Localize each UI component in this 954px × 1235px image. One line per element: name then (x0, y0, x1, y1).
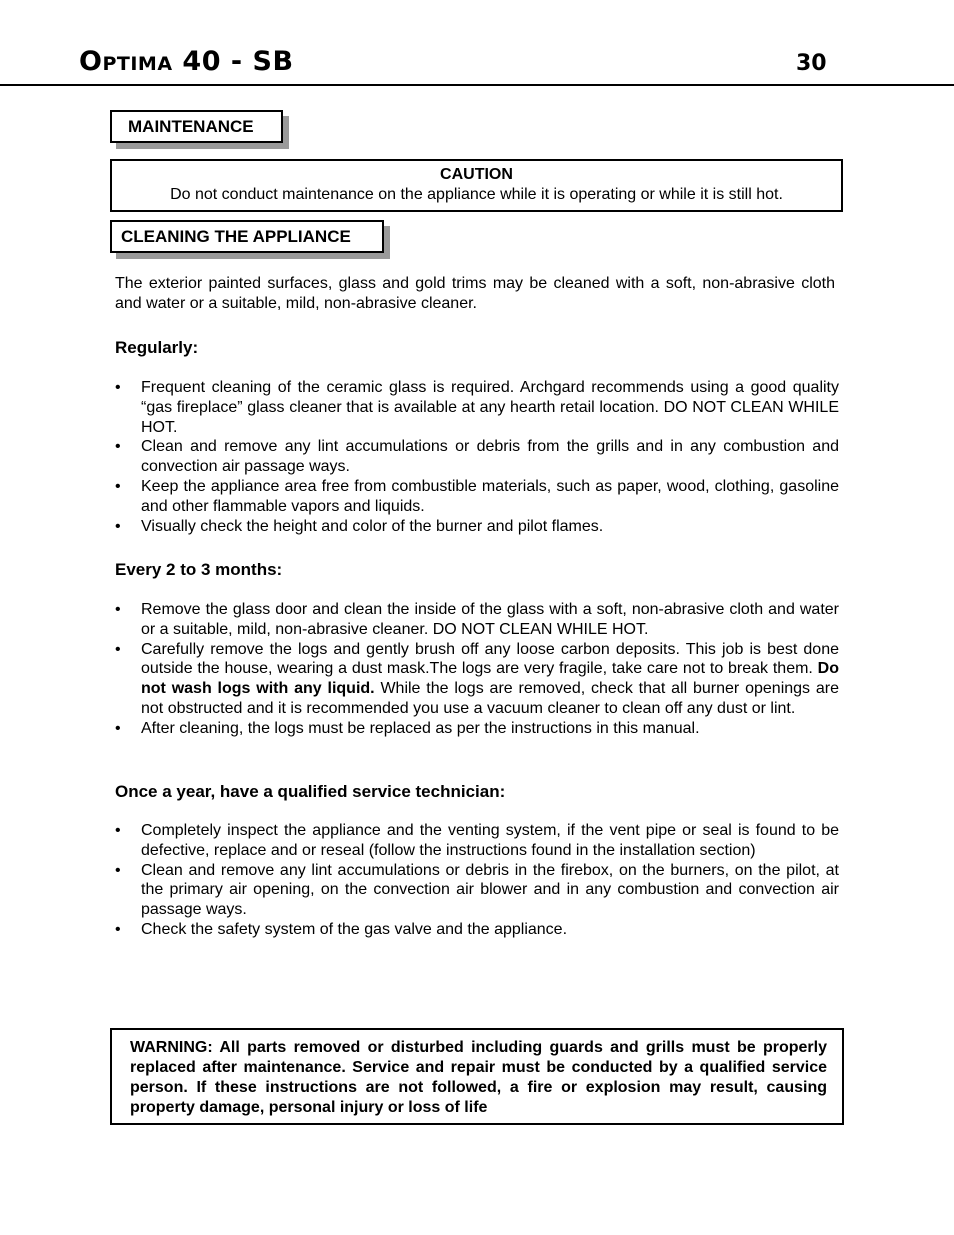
list-item: • Clean and remove any lint accumulations or debris from the grills and in any combustion and convection air passage ways. (115, 438, 839, 476)
cleaning-heading: CLEANING THE APPLIANCE (110, 220, 384, 253)
list-item: • Frequent cleaning of the ceramic glass is required. Archgard recommends using a good quality “gas fireplace” glass cleaner that is available at any hearth retail location. DO NOT CLEAN WHILE HOT. (115, 379, 839, 436)
page-header (0, 40, 954, 86)
caution-title: CAUTION (440, 166, 513, 183)
bullet-icon: • (115, 379, 121, 396)
warning-box (110, 1028, 844, 1125)
list-item: • Keep the appliance area free from combustible materials, such as paper, wood, clothing, gasoline and other flammable vapors and liquids. (115, 477, 839, 515)
bullet-icon: • (115, 601, 121, 618)
every-months-list (115, 600, 839, 739)
list-item: • Clean and remove any lint accumulations or debris in the firebox, on the burners, on the pilot, at the primary air opening, on the convection air blower and in any combustion and convection air passage ways. (115, 861, 839, 919)
bullet-icon: • (115, 477, 121, 495)
intro-paragraph: The exterior painted surfaces, glass and gold trims may be cleaned with a soft, non-abrasive cloth and water or a suitable, mild, non-abrasive cleaner. (115, 275, 835, 312)
caution-text: Do not conduct maintenance on the appliance while it is operating or while it is still hot. (170, 186, 783, 203)
list-item: • Check the safety system of the gas valve and the appliance. (115, 920, 568, 938)
list-item: • Completely inspect the appliance and the venting system, if the vent pipe or seal is found to be defective, replace and or reseal (follow the instructions found in the installation section) (115, 822, 839, 859)
caution-box (110, 159, 843, 212)
emphasis-text: Do not wash logs with any liquid. (141, 660, 839, 698)
list-item: • After cleaning, the logs must be replaced as per the instructions in this manual. (115, 719, 700, 737)
bullet-icon: • (115, 517, 121, 535)
page-number: 30 (796, 51, 827, 76)
list-item: • Remove the glass door and clean the inside of the glass with a soft, non-abrasive cloth and water or a suitable, mild, non-abrasive cleaner. DO NOT CLEAN WHILE HOT. (115, 601, 839, 638)
bullet-icon: • (115, 719, 121, 737)
warning-text: WARNING: All parts removed or disturbed including guards and grills must be properly replaced after maintenance. Service and repair must be conducted by a qualified service person. If these instructions are not followed, a fire or explosion may result, causing property damage, personal injury or loss of life (130, 1039, 827, 1116)
document-title: Optima 40 - SB (79, 46, 294, 77)
maintenance-heading: MAINTENANCE (110, 110, 283, 143)
regularly-list (115, 378, 839, 536)
yearly-heading: Once a year, have a qualified service technician: (115, 782, 506, 801)
list-item: • Visually check the height and color of the burner and pilot flames. (115, 517, 604, 535)
yearly-list (115, 821, 839, 940)
bullet-icon: • (115, 438, 121, 456)
bullet-icon: • (115, 861, 121, 879)
bullet-icon: • (115, 640, 121, 658)
list-item: • Carefully remove the logs and gently brush off any loose carbon deposits. This job is best done outside the house, wearing a dust mask.The logs are very fragile, take care not to break them. Do not wash logs with any liquid. While the logs are removed, check that all burner openings are not obstructed and it is recommended you use a vacuum cleaner to clean off any dust or lint. (115, 640, 839, 717)
every-months-heading: Every 2 to 3 months: (115, 560, 283, 579)
regularly-heading: Regularly: (115, 338, 199, 357)
bullet-icon: • (115, 822, 121, 839)
bullet-icon: • (115, 920, 121, 938)
